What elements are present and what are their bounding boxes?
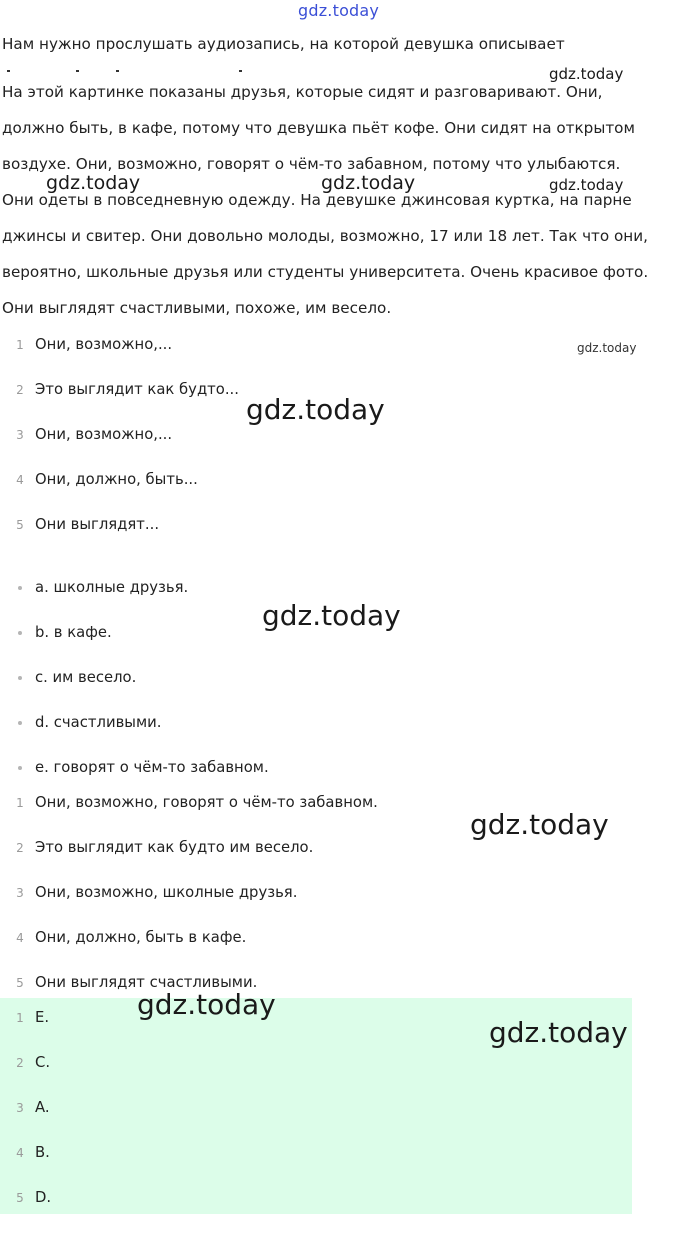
item-text: A. [35, 1099, 50, 1116]
list-item [0, 426, 660, 471]
bullet-dot [18, 676, 22, 680]
item-text: Они, возможно, говорят о чём-то забавном. [35, 794, 378, 811]
item-text: e. говорят о чём-то забавном. [35, 759, 269, 776]
watermark: gdz.today [489, 1016, 628, 1049]
item-number: 4 [16, 1146, 24, 1160]
description-line: должно быть, в кафе, потому что девушка пьёт кофе. Они сидят на открытом [2, 119, 635, 137]
item-text: Это выглядит как будто... [35, 381, 239, 398]
list-item [0, 714, 660, 759]
item-text: D. [35, 1189, 52, 1206]
intro-text: Нам нужно прослушать аудиозапись, на которой девушка описывает [2, 35, 565, 53]
watermark: gdz.today [137, 988, 276, 1021]
item-text: B. [35, 1144, 50, 1161]
item-text: Они выглядят... [35, 516, 160, 533]
description-line: Они выглядят счастливыми, похоже, им весело. [2, 299, 392, 317]
description-line: вероятно, школьные друзья или студенты университета. Очень красивое фото. [2, 263, 649, 281]
watermark: gdz.today [470, 808, 609, 841]
watermark: gdz.today [577, 341, 637, 355]
item-number: 2 [16, 1056, 24, 1070]
watermark: gdz.today [549, 176, 624, 194]
dots-line [2, 66, 302, 76]
item-text: C. [35, 1054, 51, 1071]
bullet-dot [18, 766, 22, 770]
item-number: 3 [16, 428, 24, 442]
list-item [0, 1144, 660, 1189]
list-item [0, 1189, 660, 1234]
description-line: Они одеты в повседневную одежду. На девушке джинсовая куртка, на парне [2, 191, 632, 209]
item-number: 1 [16, 796, 24, 810]
item-number: 3 [16, 886, 24, 900]
watermark: gdz.today [321, 172, 416, 194]
list-item [0, 1054, 660, 1099]
list-item [0, 1099, 660, 1144]
bullet-dot [18, 631, 22, 635]
item-number: 5 [16, 518, 24, 532]
watermark: gdz.today [262, 599, 401, 632]
item-number: 1 [16, 1011, 24, 1025]
item-text: c. им весело. [35, 669, 137, 686]
item-text: d. счастливыми. [35, 714, 162, 731]
top-watermark: gdz.today [298, 1, 380, 20]
list-item [0, 516, 660, 561]
item-number: 2 [16, 383, 24, 397]
list-item [0, 471, 660, 516]
item-number: 2 [16, 841, 24, 855]
description-line: джинсы и свитер. Они довольно молоды, возможно, 17 или 18 лет. Так что они, [2, 227, 648, 245]
description-line: На этой картинке показаны друзья, которые сидят и разговаривают. Они, [2, 83, 603, 101]
list-item [0, 336, 660, 381]
bullet-dot [18, 586, 22, 590]
item-text: Они, должно, быть... [35, 471, 198, 488]
list-item [0, 669, 660, 714]
item-text: Они, возможно,... [35, 336, 173, 353]
watermark: gdz.today [246, 393, 385, 426]
item-text: Они выглядят счастливыми. [35, 974, 258, 991]
bullet-dot [18, 721, 22, 725]
item-number: 3 [16, 1101, 24, 1115]
sentence-starts-list [0, 336, 660, 561]
item-number: 1 [16, 338, 24, 352]
item-text: E. [35, 1009, 50, 1026]
item-text: Они, должно, быть в кафе. [35, 929, 247, 946]
list-item [0, 839, 660, 884]
watermark: gdz.today [46, 172, 141, 194]
list-item [0, 929, 660, 974]
item-number: 4 [16, 473, 24, 487]
item-text: Они, возможно,... [35, 426, 173, 443]
watermark: gdz.today [549, 65, 624, 83]
item-text: a. школные друзья. [35, 579, 189, 596]
item-number: 5 [16, 976, 24, 990]
item-text: Это выглядит как будто им весело. [35, 839, 314, 856]
item-number: 4 [16, 931, 24, 945]
item-number: 5 [16, 1191, 24, 1205]
description-paragraph [2, 82, 678, 334]
description-line: воздухе. Они, возможно, говорят о чём-то забавном, потому что улыбаются. [2, 155, 621, 173]
list-item [0, 884, 660, 929]
item-text: b. в кафе. [35, 624, 112, 641]
item-text: Они, возможно, школные друзья. [35, 884, 298, 901]
